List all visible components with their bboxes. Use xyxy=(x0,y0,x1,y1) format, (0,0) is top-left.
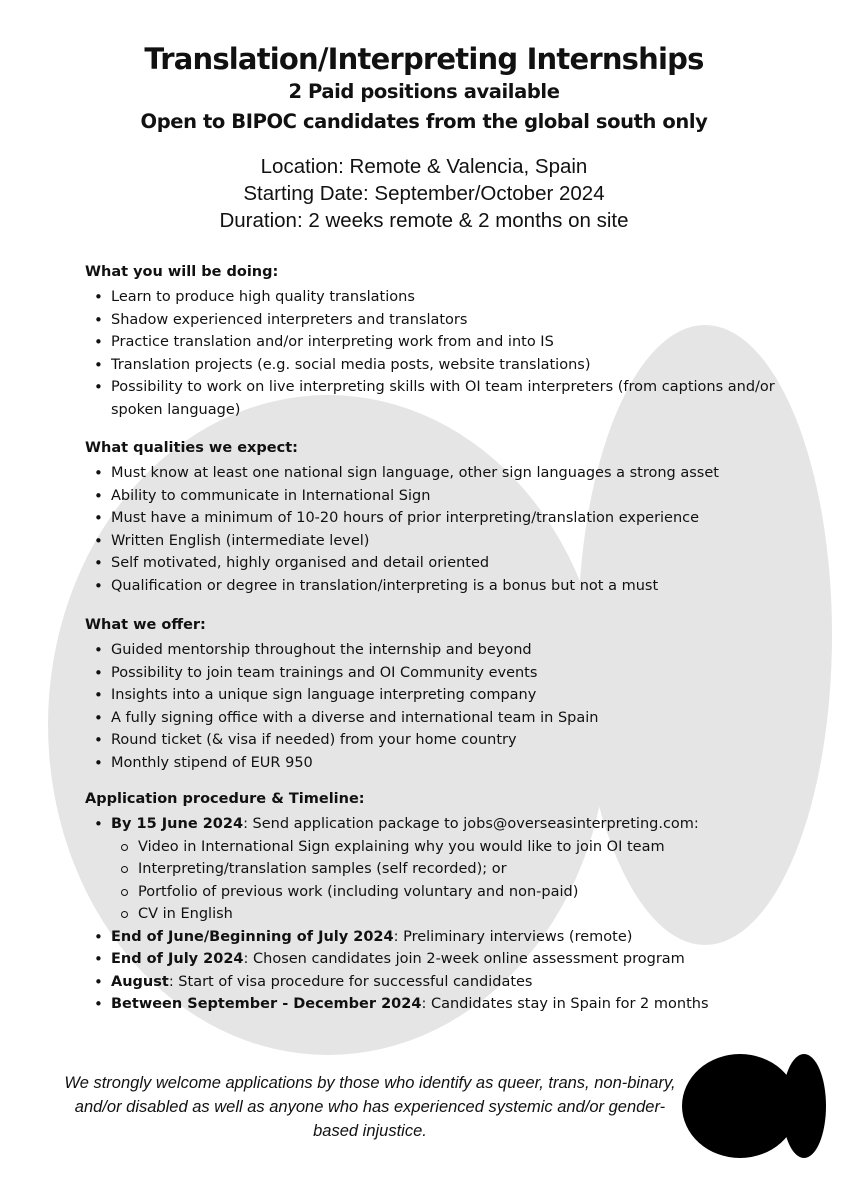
timeline-text: : Preliminary interviews (remote) xyxy=(393,928,633,945)
timeline-date: Between September - December 2024 xyxy=(111,996,422,1012)
timeline-text: : Chosen candidates join 2-week online assessment program xyxy=(243,951,685,967)
package-item: CV in English xyxy=(111,903,805,926)
eligibility-subtitle: Open to BIPOC candidates from the global south only xyxy=(140,110,708,133)
logo-circle-shape xyxy=(682,1054,798,1158)
package-item: Interpreting/translation samples (self recorded); or xyxy=(111,858,805,881)
list-item: • Must have a minimum of 10-20 hours of prior interpreting/translation experience xyxy=(85,507,805,530)
timeline-item xyxy=(85,813,805,926)
positions-subtitle: 2 Paid positions available xyxy=(288,80,560,103)
timeline-item xyxy=(85,926,805,949)
list-item: • Monthly stipend of EUR 950 xyxy=(85,752,805,775)
timeline-list xyxy=(85,813,805,1016)
bullet-list xyxy=(85,639,805,774)
section-doing xyxy=(85,261,805,421)
timeline-text: : Candidates stay in Spain for 2 months xyxy=(421,996,709,1012)
list-item: • Insights into a unique sign language interpreting company xyxy=(85,684,805,707)
list-item: • Written English (intermediate level) xyxy=(85,530,805,553)
list-item: • Qualification or degree in translation/interpreting is a bonus but not a must xyxy=(85,575,805,598)
list-item: • Translation projects (e.g. social media posts, website translations) xyxy=(85,354,805,377)
section-qualities xyxy=(85,437,805,597)
page-title: Translation/Interpreting Internships xyxy=(144,42,704,76)
list-item: • Possibility to join team trainings and OI Community events xyxy=(85,662,805,685)
package-list xyxy=(111,836,805,926)
bullet-list xyxy=(85,286,805,421)
list-item: • Practice translation and/or interpreting work from and into IS xyxy=(85,331,805,354)
list-item: • Guided mentorship throughout the internship and beyond xyxy=(85,639,805,662)
location-line: Location: Remote & Valencia, Spain xyxy=(260,155,588,178)
list-item: • Round ticket (& visa if needed) from your home country xyxy=(85,729,805,752)
section-heading: Application procedure & Timeline: xyxy=(85,791,365,807)
section-heading: What we offer: xyxy=(85,617,206,633)
timeline-date: End of June/Beginning of July 2024 xyxy=(111,928,394,945)
timeline-date: End of July 2024 xyxy=(111,951,244,967)
starting-date-line: Starting Date: September/October 2024 xyxy=(243,182,605,205)
inclusion-statement: We strongly welcome applications by those who identify as queer, trans, non-binary, and/or disabled as well as anyone who has experienced systemic and/or gender-based injustice. xyxy=(64,1074,676,1140)
timeline-text: : Start of visa procedure for successful candidates xyxy=(168,973,533,990)
logo-oval-shape xyxy=(782,1054,826,1158)
list-item: • Learn to produce high quality translations xyxy=(85,286,805,309)
timeline-item xyxy=(85,993,805,1016)
list-item: • Possibility to work on live interpreting skills with OI team interpreters (from captions and/or spoken language) xyxy=(85,376,805,421)
bullet-list xyxy=(85,462,805,597)
timeline-date: August xyxy=(111,973,169,990)
timeline-item xyxy=(85,971,805,994)
package-item: Portfolio of previous work (including voluntary and non-paid) xyxy=(111,881,805,904)
timeline-text: : Send application package to jobs@overseasinterpreting.com: xyxy=(243,816,699,832)
list-item: • Self motivated, highly organised and detail oriented xyxy=(85,552,805,575)
package-item: Video in International Sign explaining why you would like to join OI team xyxy=(111,836,805,859)
section-heading: What you will be doing: xyxy=(85,264,279,280)
duration-line: Duration: 2 weeks remote & 2 months on site xyxy=(219,209,629,232)
section-offer xyxy=(85,614,805,774)
list-item: • Must know at least one national sign language, other sign languages a strong asset xyxy=(85,462,805,485)
list-item: • A fully signing office with a diverse and international team in Spain xyxy=(85,707,805,730)
section-heading: What qualities we expect: xyxy=(85,440,298,456)
list-item: • Ability to communicate in International Sign xyxy=(85,485,805,508)
timeline-date: By 15 June 2024 xyxy=(111,816,244,832)
timeline-item xyxy=(85,948,805,971)
list-item: • Shadow experienced interpreters and translators xyxy=(85,309,805,332)
section-application xyxy=(85,788,805,1016)
